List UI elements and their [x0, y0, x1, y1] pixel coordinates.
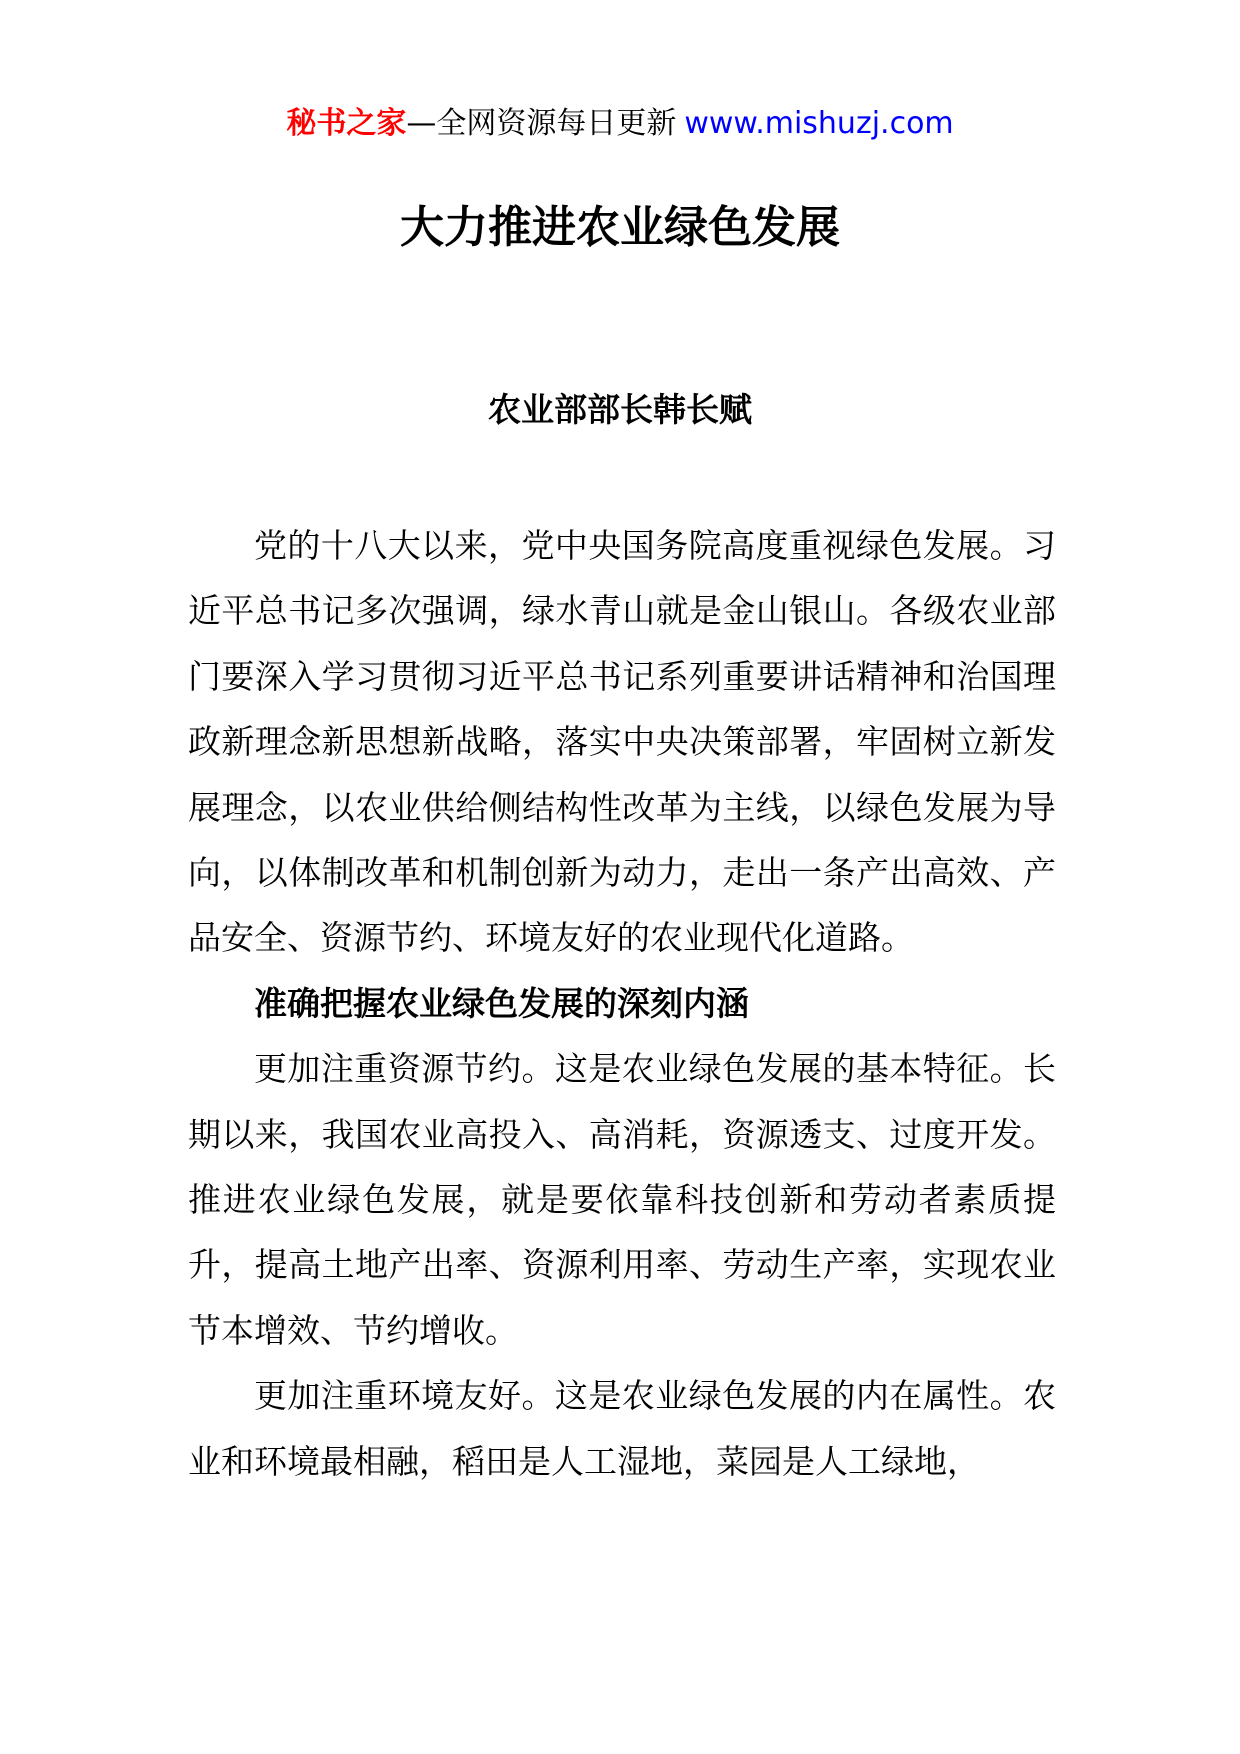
site-tagline: —全网资源每日更新 — [406, 106, 677, 141]
section-paragraph: 更加注重资源节约。这是农业绿色发展的基本特征。长期以来，我国农业高投入、高消耗，资源透支、过度开发。推进农业绿色发展，就是要依靠科技创新和劳动者素质提升，提高土地产出率、资源利用率、劳动生产率，实现农业节本增效、节约增收。 — [188, 1049, 1056, 1350]
site-brand: 秘书之家 — [286, 106, 407, 141]
document-title: 大力推进农业绿色发展 — [400, 202, 840, 253]
intro-paragraph: 党的十八大以来，党中央国务院高度重视绿色发展。习近平总书记多次强调，绿水青山就是金山银山。各级农业部门要深入学习贯彻习近平总书记系列重要讲话精神和治国理政新理念新思想新战略，落实中央决策部署，牢固树立新发展理念，以农业供给侧结构性改革为主线，以绿色发展为导向，以体制改革和机制创新为动力，走出一条产出高效、产品安全、资源节约、环境友好的农业现代化道路。 — [188, 526, 1056, 958]
document-byline: 农业部部长韩长赋 — [488, 390, 752, 429]
section-paragraph: 更加注重环境友好。这是农业绿色发展的内在属性。农业和环境最相融，稻田是人工湿地，菜园是人工绿地， — [188, 1376, 1056, 1481]
document-body — [188, 513, 1056, 1494]
site-header — [0, 100, 1240, 148]
site-url-link[interactable]: www.mishuzj.com — [684, 106, 954, 141]
section-heading: 准确把握农业绿色发展的深刻内涵 — [254, 983, 749, 1023]
